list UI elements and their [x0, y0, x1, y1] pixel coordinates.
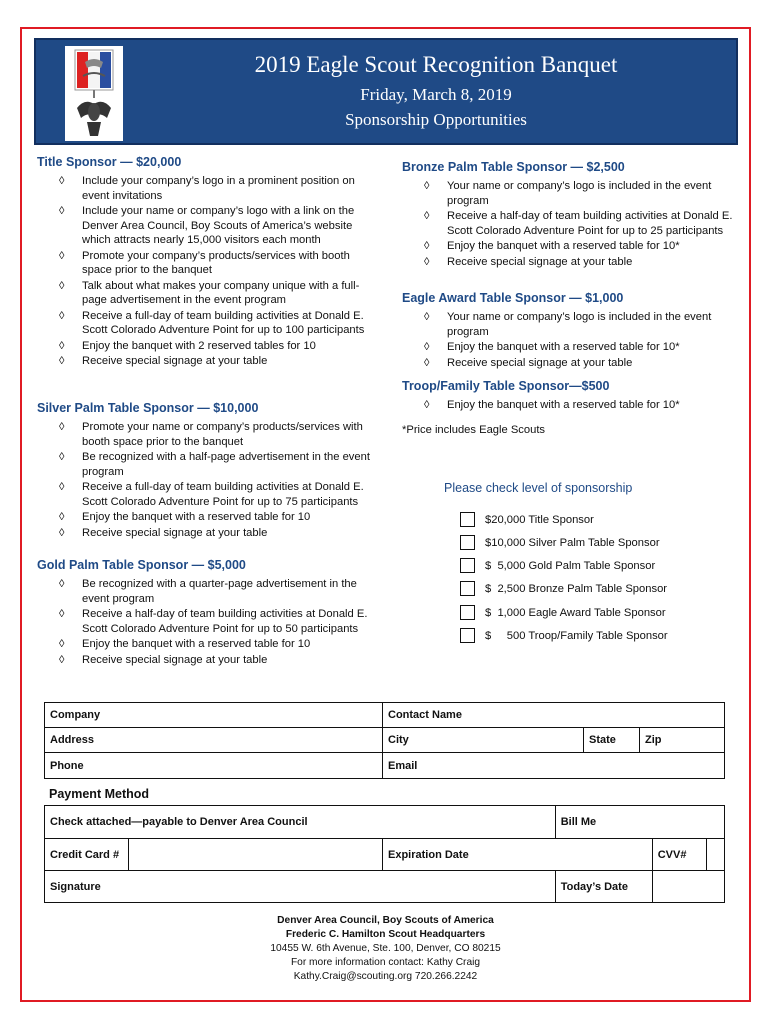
list-item: ◊ Be recognized with a quarter-page advertisement in the event program [59, 578, 357, 605]
list-item: ◊ Receive special signage at your table [59, 355, 268, 367]
header-banner [34, 38, 738, 145]
diamond-bullet-icon: ◊ [424, 255, 430, 268]
diamond-bullet-icon: ◊ [59, 653, 65, 666]
list-item: ◊ Include your name or company’s logo with a link on the Denver Area Council, Boy Scouts of America’s website which attracts nearly 15,000 visitors each month [59, 205, 355, 246]
expiration-date-field[interactable]: Expiration Date [383, 839, 653, 871]
troop-family-section [402, 379, 737, 414]
address-field[interactable]: Address [45, 728, 383, 753]
option-label: $ 500 Troop/Family Table Sponsor [485, 629, 668, 642]
list-item: ◊ Receive special signage at your table [59, 653, 268, 666]
bronze-palm-section [402, 160, 737, 270]
footer-org: Denver Area Council, Boy Scouts of America [277, 915, 494, 926]
diamond-bullet-icon: ◊ [424, 341, 430, 353]
sponsorship-option-bronze[interactable] [460, 581, 667, 596]
title-sponsor-heading: Title Sponsor — $20,000 [37, 155, 182, 169]
troop-family-heading: Troop/Family Table Sponsor—$500 [402, 379, 610, 393]
list-item: ◊ Be recognized with a half-page advertisement in the event program [59, 451, 370, 478]
bill-me-field[interactable]: Bill Me [555, 806, 724, 839]
list-item: ◊ Enjoy the banquet with a reserved table for 10* [424, 399, 680, 411]
diamond-bullet-icon: ◊ [59, 421, 65, 433]
checkbox[interactable] [460, 605, 475, 620]
footer-hq: Frederic C. Hamilton Scout Headquarters [285, 929, 486, 940]
sponsorship-option-eagle[interactable] [460, 605, 666, 620]
list-item: ◊ Promote your company’s products/services with booth space prior to the banquet [59, 249, 350, 276]
diamond-bullet-icon: ◊ [59, 638, 65, 650]
gold-palm-heading: Gold Palm Table Sponsor — $5,000 [37, 558, 246, 572]
sponsorship-option-troop[interactable] [460, 628, 668, 643]
option-label: $ 1,000 Eagle Award Table Sponsor [485, 606, 666, 619]
event-title: 2019 Eagle Scout Recognition Banquet [254, 52, 618, 77]
bronze-palm-heading: Bronze Palm Table Sponsor — $2,500 [402, 160, 625, 174]
silver-palm-heading: Silver Palm Table Sponsor — $10,000 [37, 401, 259, 415]
todays-date-input[interactable] [652, 871, 724, 903]
diamond-bullet-icon: ◊ [59, 481, 65, 493]
company-field[interactable]: Company [45, 703, 383, 728]
footer [20, 914, 751, 984]
sponsorship-option-title[interactable] [460, 512, 594, 527]
checkbox[interactable] [460, 512, 475, 527]
list-item: ◊ Your name or company’s logo is included in the event program [424, 180, 712, 207]
list-item: ◊ Promote your name or company’s products/services with booth space prior to the banquet [59, 421, 363, 448]
phone-field[interactable]: Phone [45, 753, 383, 779]
diamond-bullet-icon: ◊ [59, 526, 65, 539]
list-item: ◊ Enjoy the banquet with a reserved table for 10 [59, 511, 311, 523]
diamond-bullet-icon: ◊ [59, 451, 65, 463]
diamond-bullet-icon: ◊ [59, 339, 65, 352]
diamond-bullet-icon: ◊ [59, 175, 65, 187]
contact-form-table [44, 702, 725, 779]
todays-date-label: Today’s Date [555, 871, 652, 903]
checkbox[interactable] [460, 581, 475, 596]
signature-field[interactable]: Signature [45, 871, 556, 903]
sponsorship-option-gold[interactable] [460, 558, 655, 573]
option-label: $ 2,500 Bronze Palm Table Sponsor [485, 582, 668, 595]
list-item: ◊ Receive special signage at your table [424, 255, 633, 268]
diamond-bullet-icon: ◊ [59, 578, 65, 590]
diamond-bullet-icon: ◊ [424, 210, 430, 222]
list-item: ◊ Enjoy the banquet with a reserved table for 10* [424, 341, 680, 353]
option-label: $10,000 Silver Palm Table Sponsor [485, 536, 660, 549]
credit-card-input[interactable] [129, 839, 383, 871]
list-item: ◊ Enjoy the banquet with 2 reserved tables for 10 [59, 339, 316, 352]
diamond-bullet-icon: ◊ [59, 279, 65, 292]
city-field[interactable]: City [383, 728, 584, 753]
diamond-bullet-icon: ◊ [424, 399, 430, 411]
footer-contact: For more information contact: Kathy Craig [290, 957, 481, 968]
option-label: $ 5,000 Gold Palm Table Sponsor [485, 559, 656, 572]
title-sponsor-section [37, 155, 377, 370]
option-label: $20,000 Title Sponsor [485, 513, 594, 526]
list-item: ◊ Receive a half-day of team building activities at Donald E. Scott Colorado Adventure Point for up to 25 participants [424, 210, 733, 237]
diamond-bullet-icon: ◊ [424, 311, 430, 323]
payment-table [44, 805, 725, 903]
cvv-label: CVV# [652, 839, 706, 871]
diamond-bullet-icon: ◊ [424, 356, 430, 369]
footer-email-phone: Kathy.Craig@scouting.org 720.266.2242 [293, 971, 478, 982]
gold-palm-section [37, 558, 377, 668]
diamond-bullet-icon: ◊ [59, 309, 65, 322]
list-item: ◊ Enjoy the banquet with a reserved table for 10 [59, 638, 311, 650]
zip-field[interactable]: Zip [640, 728, 725, 753]
eagle-award-section [402, 291, 737, 371]
diamond-bullet-icon: ◊ [424, 180, 430, 192]
check-attached-field[interactable]: Check attached—payable to Denver Area Council [45, 806, 556, 839]
event-date: Friday, March 8, 2019 [360, 85, 512, 104]
sponsorship-option-silver[interactable] [460, 535, 660, 550]
cvv-input[interactable] [706, 839, 724, 871]
checkbox[interactable] [460, 628, 475, 643]
list-item: ◊ Receive a half-day of team building activities at Donald E. Scott Colorado Adventure Point for up to 50 participants [59, 608, 368, 635]
diamond-bullet-icon: ◊ [59, 205, 65, 217]
list-item: ◊ Include your company’s logo in a prominent position on event invitations [59, 175, 355, 202]
silver-palm-section [37, 401, 377, 541]
diamond-bullet-icon: ◊ [59, 511, 65, 523]
list-item: ◊ Receive a full-day of team building activities at Donald E. Scott Colorado Adventure Point for up to 100 participants [59, 309, 365, 336]
diamond-bullet-icon: ◊ [424, 240, 430, 252]
list-item: ◊ Enjoy the banquet with a reserved table for 10* [424, 240, 680, 252]
credit-card-label: Credit Card # [45, 839, 129, 871]
event-subtitle: Sponsorship Opportunities [345, 110, 527, 129]
state-field[interactable]: State [584, 728, 640, 753]
price-note: *Price includes Eagle Scouts [402, 424, 546, 436]
list-item: ◊ Receive a full-day of team building activities at Donald E. Scott Colorado Adventure Point for up to 75 participants [59, 481, 364, 508]
diamond-bullet-icon: ◊ [59, 608, 65, 620]
diamond-bullet-icon: ◊ [59, 249, 65, 262]
eagle-award-heading: Eagle Award Table Sponsor — $1,000 [402, 291, 624, 305]
contact-name-field[interactable]: Contact Name [383, 703, 725, 728]
payment-method-title: Payment Method [49, 787, 150, 801]
list-item: ◊ Talk about what makes your company unique with a full-page advertisement in the event program [59, 279, 360, 306]
list-item: ◊ Receive special signage at your table [424, 356, 633, 369]
list-item: ◊ Receive special signage at your table [59, 526, 268, 539]
checkbox[interactable] [460, 535, 475, 550]
checklist-title: Please check level of sponsorship [444, 481, 633, 495]
list-item: ◊ Your name or company’s logo is included in the event program [424, 311, 712, 338]
eagle-scout-badge-logo [65, 46, 123, 141]
email-field[interactable]: Email [383, 753, 725, 779]
checkbox[interactable] [460, 558, 475, 573]
footer-address: 10455 W. 6th Avenue, Ste. 100, Denver, CO 80215 [270, 943, 501, 954]
diamond-bullet-icon: ◊ [59, 355, 65, 367]
